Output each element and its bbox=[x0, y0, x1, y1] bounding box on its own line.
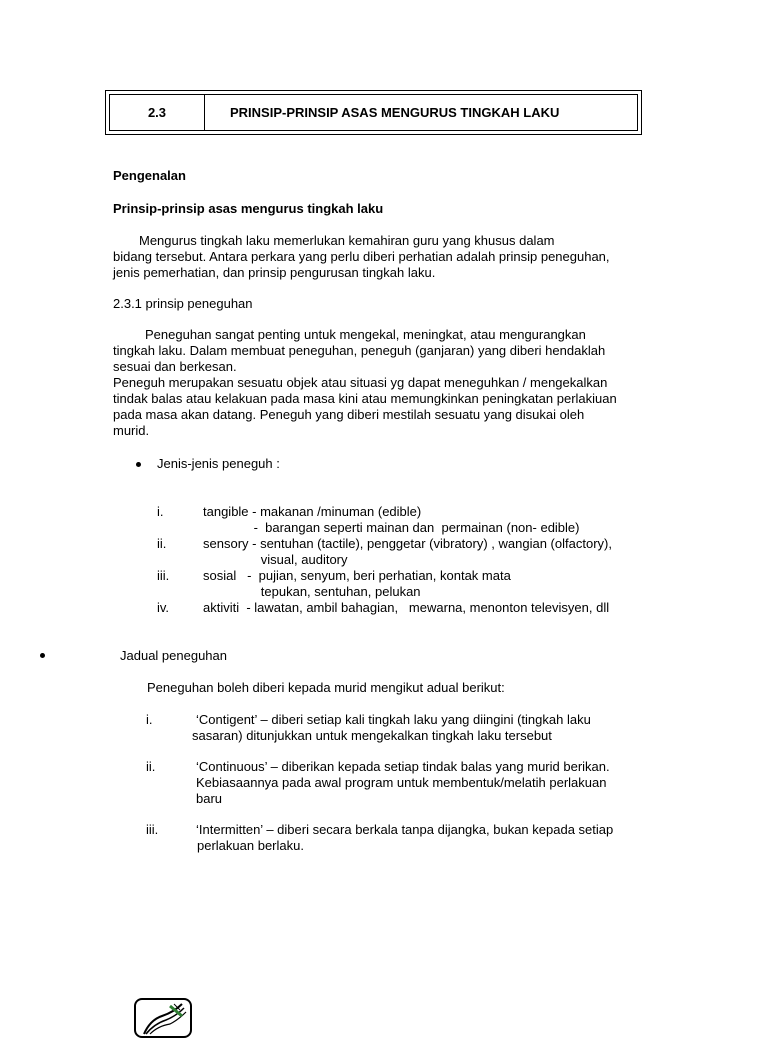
list-item-text: ‘Intermitten’ – diberi secara berkala tanpa dijangka, bukan kepada setiap bbox=[196, 822, 614, 837]
list-item-text: tangible - makanan /minuman (edible) bbox=[203, 504, 422, 519]
list-item-number: iii. bbox=[146, 822, 159, 837]
bullet-icon bbox=[40, 653, 45, 658]
list-item-number: ii. bbox=[157, 536, 167, 551]
list-item-text: ‘Continuous’ – diberikan kepada setiap tindak balas yang murid berikan. bbox=[196, 759, 610, 774]
section-title: PRINSIP-PRINSIP ASAS MENGURUS TINGKAH LAKU bbox=[230, 104, 560, 120]
para2-line: sesuai dan berkesan. bbox=[113, 359, 237, 374]
list-item-text: baru bbox=[196, 791, 223, 806]
para2-line: tindak balas atau kelakuan pada masa kini atau memungkinkan peningkatan perlakiuan bbox=[113, 391, 617, 406]
list-item-number: i. bbox=[157, 504, 164, 519]
list-item-text: ‘Contigent’ – diberi setiap kali tingkah laku yang diingini (tingkah laku bbox=[196, 712, 591, 727]
list-item-number: iii. bbox=[157, 568, 170, 583]
para1-line: Mengurus tingkah laku memerlukan kemahiran guru yang khusus dalam bbox=[139, 233, 555, 248]
section-header-inner bbox=[109, 94, 638, 131]
list-item-number: i. bbox=[146, 712, 153, 727]
para2-line: tingkah laku. Dalam membuat peneguhan, peneguh (ganjaran) yang diberi hendaklah bbox=[113, 343, 606, 358]
para2-line: Peneguh merupakan sesuatu objek atau situasi yg dapat meneguhkan / mengekalkan bbox=[113, 375, 608, 390]
section-number: 2.3 bbox=[110, 95, 205, 130]
list-item-text: visual, auditory bbox=[203, 552, 348, 567]
list-item-text: tepukan, sentuhan, pelukan bbox=[203, 584, 421, 599]
bullet-icon bbox=[136, 462, 141, 467]
para1-line: bidang tersebut. Antara perkara yang perlu diberi perhatian adalah prinsip peneguhan, bbox=[113, 249, 610, 264]
jadual-intro: Peneguhan boleh diberi kepada murid mengikut adual berikut: bbox=[147, 680, 505, 695]
list-item-text: aktiviti - lawatan, ambil bahagian, mewarna, menonton televisyen, dll bbox=[203, 600, 610, 615]
list-item-number: iv. bbox=[157, 600, 170, 615]
para2-line: Peneguhan sangat penting untuk mengekal, meningkat, atau mengurangkan bbox=[145, 327, 586, 342]
list-item-text: Kebiasaannya pada awal program untuk membentuk/melatih perlakuan bbox=[196, 775, 607, 790]
intro-heading: Pengenalan bbox=[113, 168, 186, 183]
clipart-logo-icon bbox=[134, 998, 192, 1038]
bullet-jenis-peneguh: Jenis-jenis peneguh : bbox=[157, 456, 280, 471]
bullet-jadual-peneguhan: Jadual peneguhan bbox=[120, 648, 227, 663]
list-item-text: sosial - pujian, senyum, beri perhatian, kontak mata bbox=[203, 568, 511, 583]
list-item-text: perlakuan berlaku. bbox=[197, 838, 304, 853]
list-item-number: ii. bbox=[146, 759, 156, 774]
list-item-text: - barangan seperti mainan dan permainan (non- edible) bbox=[203, 520, 580, 535]
list-item-text: sensory - sentuhan (tactile), penggetar (vibratory) , wangian (olfactory), bbox=[203, 536, 612, 551]
para2-line: murid. bbox=[113, 423, 150, 438]
section-header-box bbox=[105, 90, 642, 135]
subsection-heading-231: 2.3.1 prinsip peneguhan bbox=[113, 296, 253, 311]
list-item-text: sasaran) ditunjukkan untuk mengekalkan tingkah laku tersebut bbox=[192, 728, 552, 743]
para2-line: pada masa akan datang. Peneguh yang diberi mestilah sesuatu yang disukai oleh bbox=[113, 407, 585, 422]
para1-line: jenis pemerhatian, dan prinsip pengurusan tingkah laku. bbox=[113, 265, 436, 280]
principles-subheading: Prinsip-prinsip asas mengurus tingkah laku bbox=[113, 201, 384, 216]
